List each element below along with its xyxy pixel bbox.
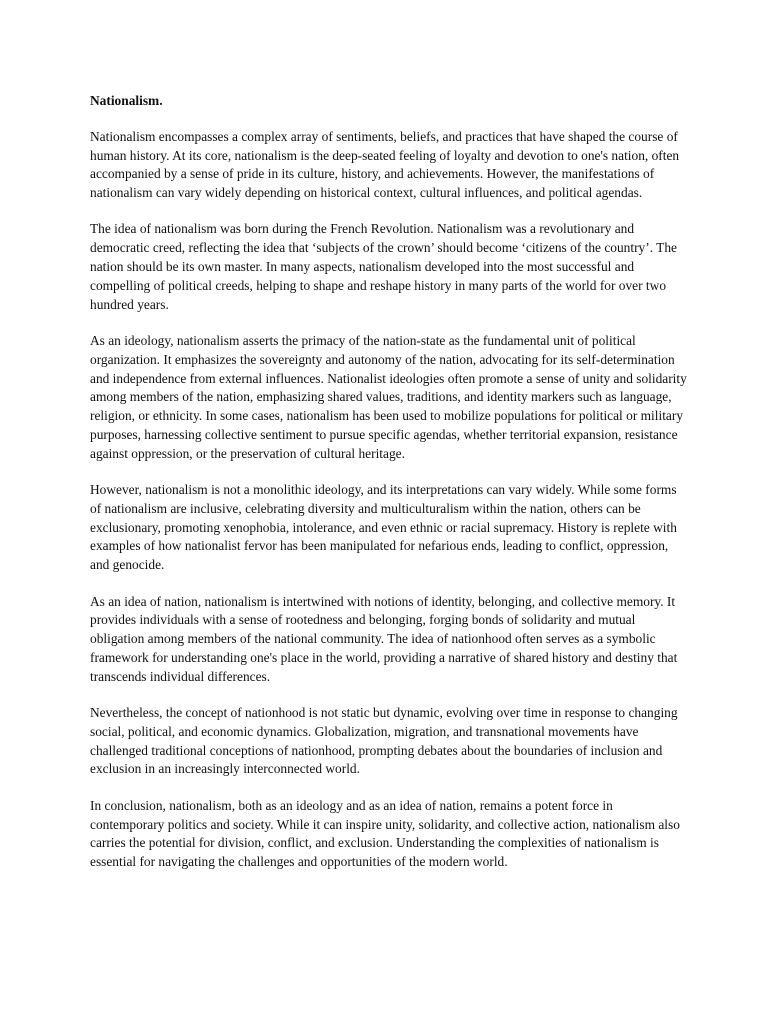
- document-body: [90, 92, 690, 889]
- paragraph-origins: The idea of nationalism was born during the French Revolution. Nationalism was a revolutionary and democratic creed, reflecting the idea that ‘subjects of the crown’ should become ‘citizens of the country’. The nation should be its own master. In many aspects, nationalism developed into the most successful and compelling of political creeds, helping to shape and reshape history in many parts of the world for over two hundred years.: [90, 221, 677, 312]
- paragraph-idea-of-nation: As an idea of nation, nationalism is intertwined with notions of identity, belonging, and collective memory. It provides individuals with a sense of rootedness and belonging, forging bonds of solidarity and mutual obligation among members of the national community. The idea of nationhood often serves as a symbolic framework for understanding one's place in the world, providing a narrative of shared history and destiny that transcends individual differences.: [90, 593, 678, 684]
- document-title: Nationalism.: [90, 93, 163, 108]
- paragraph-nationhood-dynamics: Nevertheless, the concept of nationhood is not static but dynamic, evolving over time in response to changing social, political, and economic dynamics. Globalization, migration, and transnational movements have challenged traditional conceptions of nationhood, prompting debates about the boundaries of inclusion and exclusion in an increasingly interconnected world.: [90, 705, 678, 777]
- paragraph-conclusion: In conclusion, nationalism, both as an ideology and as an idea of nation, remains a potent force in contemporary politics and society. While it can inspire unity, solidarity, and collective action, nationalism also carries the potential for division, conflict, and exclusion. Understanding the complexities of nationalism is essential for navigating the challenges and opportunities of the modern world.: [90, 797, 680, 870]
- paragraph-interpretations: However, nationalism is not a monolithic ideology, and its interpretations can vary widely. While some forms of nationalism are inclusive, celebrating diversity and multiculturalism within the nation, others can be exclusionary, promoting xenophobia, intolerance, and even ethnic or racial supremacy. History is replete with examples of how nationalist fervor has been manipulated for nefarious ends, leading to conflict, oppression, and genocide.: [90, 482, 677, 573]
- paragraph-ideology: As an ideology, nationalism asserts the primacy of the nation-state as the fundamental unit of political organization. It emphasizes the sovereignty and autonomy of the nation, advocating for its self-determination and independence from external influences. Nationalist ideologies often promote a sense of unity and solidarity among members of the nation, emphasizing shared values, traditions, and identity markers such as language, religion, or ethnicity. In some cases, nationalism has been used to mobilize populations for political or military purposes, harnessing collective sentiment to pursue specific agendas, whether territorial expansion, resistance against oppression, or the preservation of cultural heritage.: [90, 332, 687, 461]
- paragraph-introduction: Nationalism encompasses a complex array of sentiments, beliefs, and practices that have shaped the course of human history. At its core, nationalism is the deep-seated feeling of loyalty and devotion to one's nation, often accompanied by a sense of pride in its culture, history, and achievements. However, the manifestations of nationalism can vary widely depending on historical context, cultural influences, and political agendas.: [90, 128, 680, 201]
